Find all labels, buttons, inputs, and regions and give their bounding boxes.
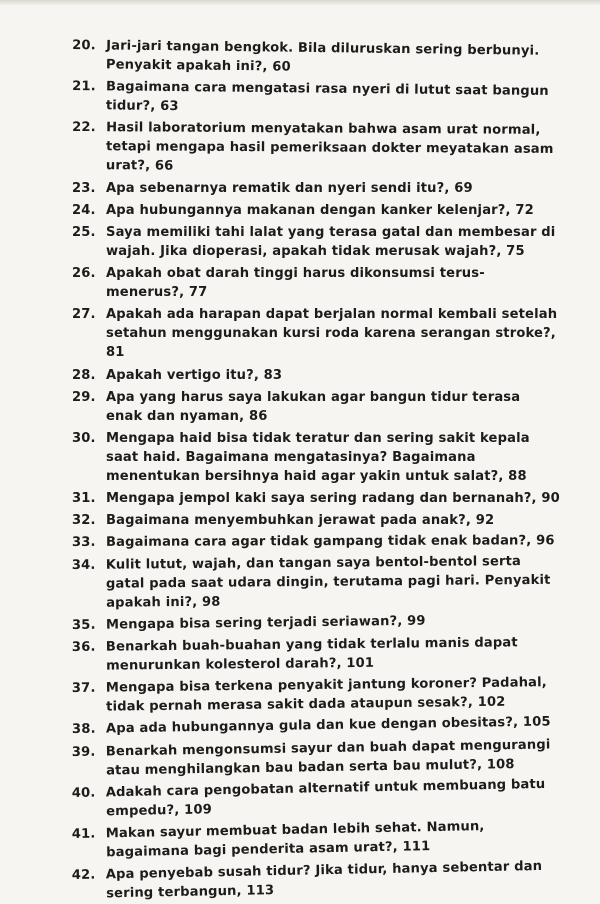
toc-item xyxy=(72,816,561,863)
toc-entry-text: Bagaimana cara mengatasi rasa nyeri di lutut saat bangun tidur?, 63 xyxy=(105,79,549,115)
toc-entry-text: Bagaimana cara agar tidak gampang tidak enak badan?, 96 xyxy=(105,533,555,551)
toc-entry-text: Apakah obat darah tinggi harus dikonsumsi terus-menerus?, 77 xyxy=(106,266,485,301)
toc-number: 36. xyxy=(71,639,96,656)
toc-entry-text: Apa yang harus saya lakukan agar bangun tidur terasa enak dan nyaman, 86 xyxy=(106,389,521,424)
toc-item xyxy=(72,633,560,676)
toc-entry-text: Apa penyebab susah tidur? Jika tidur, hanya sebentar dan sering terbangun, 113 xyxy=(105,859,543,902)
toc-item xyxy=(72,610,560,635)
toc-item xyxy=(72,118,560,178)
toc-number: 37. xyxy=(71,680,96,697)
toc-entry-text: Apakah vertigo itu?, 83 xyxy=(106,367,283,383)
toc-number: 22. xyxy=(72,120,96,136)
toc-number: 38. xyxy=(71,722,96,738)
toc-item xyxy=(72,388,560,426)
toc-number: 23. xyxy=(72,180,96,196)
toc-entry-text: Apakah ada harapan dapat berjalan normal kembali setelah setahun menggunakan kursi roda karena serangan stroke?, 81 xyxy=(106,307,558,361)
toc-entry-text: Benarkah mengonsumsi sayur dan buah dapat mengurangi atau menghilangkan bau badan serta bau mulut?, 108 xyxy=(105,737,551,779)
toc-number: 34. xyxy=(71,557,96,573)
toc-entry-text: Jari-jari tangan bengkok. Bila diluruskan sering berbunyi. Penyakit apakah ini?, 60 xyxy=(105,38,540,75)
toc-item xyxy=(72,264,560,302)
toc-number: 32. xyxy=(72,513,96,529)
toc-entry-text: Apa hubungannya makanan dengan kanker kelenjar?, 72 xyxy=(106,202,534,218)
toc-number: 35. xyxy=(71,617,96,633)
toc-entry-text: Kulit lutut, wajah, dan tangan saya bentol-bentol serta gatal pada saat udara dingin, terutama pagi hari. Penyakit apakah ini?, 98 xyxy=(105,553,551,611)
toc-entry-text: Hasil laboratorium menyatakan bahwa asam urat normal, tetapi mengapa hasil pemeriksaan dokter meyatakan asam urat?, 66 xyxy=(105,120,554,174)
toc-entry-text: Mengapa bisa terkena penyakit jantung koroner? Padahal, tidak pernah merasa sakit dada ataupun sesak?, 102 xyxy=(105,675,547,715)
toc-entry-text: Adakah cara pengobatan alternatif untuk membuang batu empedu?, 109 xyxy=(105,776,546,820)
toc-item xyxy=(72,179,560,198)
toc-entry-text: Mengapa jempol kaki saya sering radang dan bernanah?, 90 xyxy=(106,491,560,507)
toc-item xyxy=(72,223,560,261)
toc-number: 40. xyxy=(71,785,96,801)
toc-item xyxy=(72,77,560,120)
toc-item xyxy=(72,36,560,80)
toc-number: 26. xyxy=(72,266,96,282)
toc-item xyxy=(72,857,561,904)
toc-entry-text: Makan sayur membuat badan lebih sehat. Namun, bagaimana bagi penderita asam urat?, 111 xyxy=(105,819,485,861)
toc-number: 21. xyxy=(72,79,96,95)
toc-number: 33. xyxy=(71,535,96,551)
toc-number: 30. xyxy=(72,430,96,446)
toc-item xyxy=(72,201,560,220)
toc-item xyxy=(72,532,560,553)
toc-number: 27. xyxy=(72,307,96,323)
toc-number: 42. xyxy=(71,867,96,884)
toc-item xyxy=(72,551,560,612)
toc-entry-text: Bagaimana menyembuhkan jerawat pada anak?, 92 xyxy=(106,513,495,529)
toc-number: 31. xyxy=(72,491,96,507)
toc-number: 24. xyxy=(72,202,96,218)
toc-item xyxy=(72,713,560,740)
toc-number: 20. xyxy=(72,38,96,54)
toc-entry-text: Mengapa bisa sering terjadi seriawan?, 99 xyxy=(105,613,426,633)
toc-number: 25. xyxy=(72,224,96,240)
toc-entry-text: Benarkah buah-buahan yang tidak terlalu manis dapat menurunkan kolesterol darah?, 101 xyxy=(105,635,518,674)
toc-item xyxy=(72,489,560,508)
toc-item xyxy=(72,735,561,781)
toc-item xyxy=(72,305,560,362)
toc-item xyxy=(72,673,560,717)
toc-item xyxy=(72,429,560,486)
toc-item xyxy=(72,511,560,530)
toc-item xyxy=(72,774,561,821)
toc-entry-text: Mengapa haid bisa tidak teratur dan sering sakit kepala saat haid. Bagaimana mengatasinya? Bagaimana menentukan bersihnya haid agar yakin untuk salat?, 88 xyxy=(106,430,530,484)
toc-entry-text: Saya memiliki tahi lalat yang terasa gatal dan membesar di wajah. Jika dioperasi, apakah tidak merusak wajah?, 75 xyxy=(106,224,556,259)
toc-number: 29. xyxy=(72,389,96,405)
table-of-contents xyxy=(72,36,560,904)
toc-entry-text: Apa sebenarnya rematik dan nyeri sendi itu?, 69 xyxy=(106,180,473,196)
toc-entry-text: Apa ada hubungannya gula dan kue dengan obesitas?, 105 xyxy=(105,714,551,737)
toc-number: 41. xyxy=(71,826,96,842)
toc-number: 39. xyxy=(71,744,96,760)
toc-number: 28. xyxy=(72,367,96,383)
toc-item xyxy=(72,366,560,385)
